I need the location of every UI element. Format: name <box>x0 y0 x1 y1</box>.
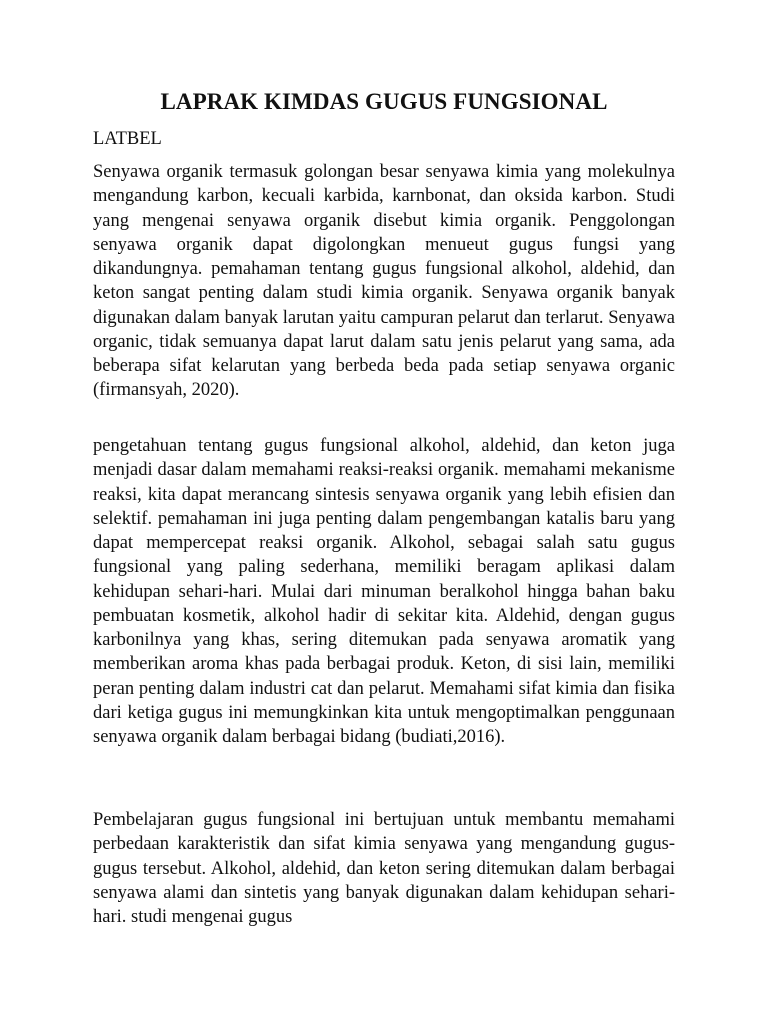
document-title: LAPRAK KIMDAS GUGUS FUNGSIONAL <box>160 89 608 114</box>
paragraph-1: Senyawa organik termasuk golongan besar senyawa kimia yang molekulnya mengandung karbon, kecuali karbida, karnbonat, dan oksida karbon. Studi yang mengenai senyawa organik disebut kimia organik. Penggolongan senyawa organik dapat digolongkan menueut gugus fungsi yang dikandungnya. pemahaman tentang gugus fungsional alkohol, aldehid, dan keton sangat penting dalam studi kimia organik. Senyawa organik banyak digunakan dalam banyak larutan yaitu campuran pelarut dan terlarut. Senyawa organic, tidak semuanya dapat larut dalam satu jenis pelarut yang sama, ada beberapa sifat kelarutan yang berbeda beda pada setiap senyawa organic (firmansyah, 2020). <box>93 162 675 401</box>
paragraph-2: pengetahuan tentang gugus fungsional alkohol, aldehid, dan keton juga menjadi dasar dalam memahami reaksi-reaksi organik. memahami mekanisme reaksi, kita dapat merancang sintesis senyawa organik yang lebih efisien dan selektif. pemahaman ini juga penting dalam pengembangan katalis baru yang dapat mempercepat reaksi organik. Alkohol, sebagai salah satu gugus fungsional yang paling sederhana, memiliki beragam aplikasi dalam kehidupan sehari-hari. Mulai dari minuman beralkohol hingga bahan baku pembuatan kosmetik, alkohol hadir di sekitar kita. Aldehid, dengan gugus karbonilnya yang khas, sering ditemukan pada senyawa aromatik yang memberikan aroma khas pada berbagai produk. Keton, di sisi lain, memiliki peran penting dalam industri cat dan pelarut. Memahami sifat kimia dan fisika dari ketiga gugus ini memungkinkan kita untuk mengoptimalkan penggunaan senyawa organik dalam berbagai bidang (budiati,2016). <box>93 436 675 747</box>
paragraph-3: Pembelajaran gugus fungsional ini bertujuan untuk membantu memahami perbedaan karakteristik dan sifat kimia senyawa yang mengandung gugus-gugus tersebut. Alkohol, aldehid, dan keton sering ditemukan dalam berbagai senyawa alami dan sintetis yang banyak digunakan dalam kehidupan sehari-hari. studi mengenai gugus <box>93 810 675 927</box>
section-heading-latbel: LATBEL <box>93 129 162 149</box>
